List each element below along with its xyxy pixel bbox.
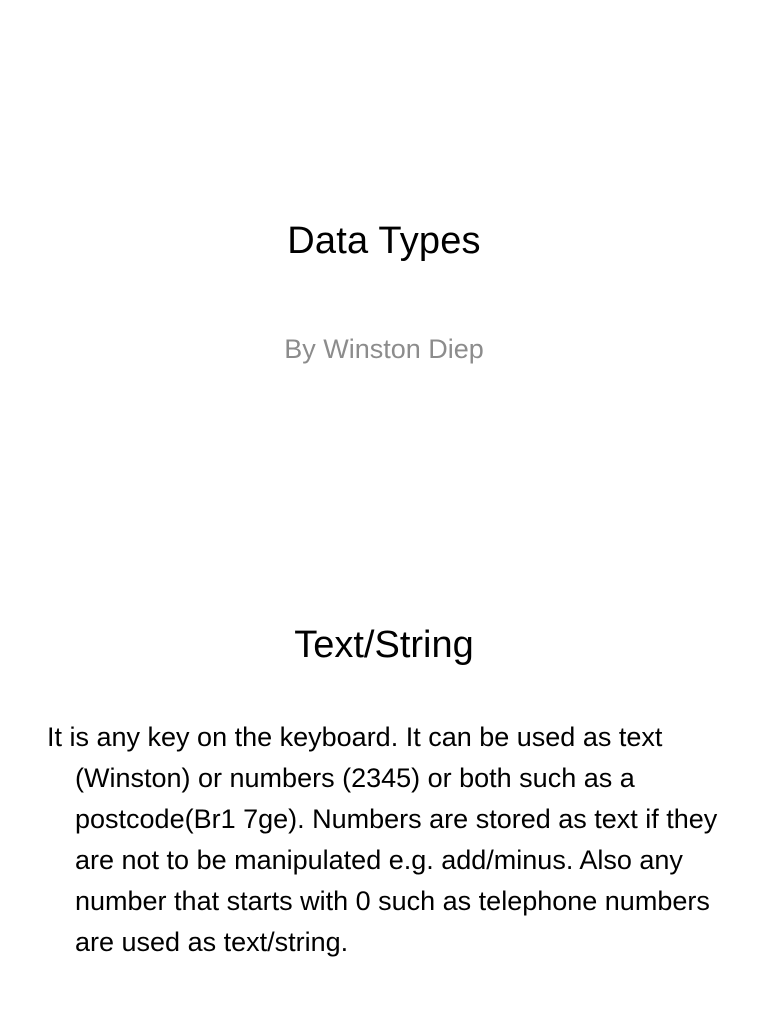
slide-title-heading: Data Types	[287, 220, 481, 262]
slide-body-text: It is any key on the keyboard. It can be used as text (Winston) or numbers (2345) or both such as a postcode(Br1 7ge). Numbers are stored as text if they are not to be manipulated e.g. add/minus. Also any number that starts with 0 such as telephone numbers are used as text/string.	[47, 722, 718, 957]
slide-subtitle: By Winston Diep	[284, 334, 484, 364]
slide-text-string	[0, 512, 768, 1024]
slide-heading: Text/String	[294, 624, 474, 666]
